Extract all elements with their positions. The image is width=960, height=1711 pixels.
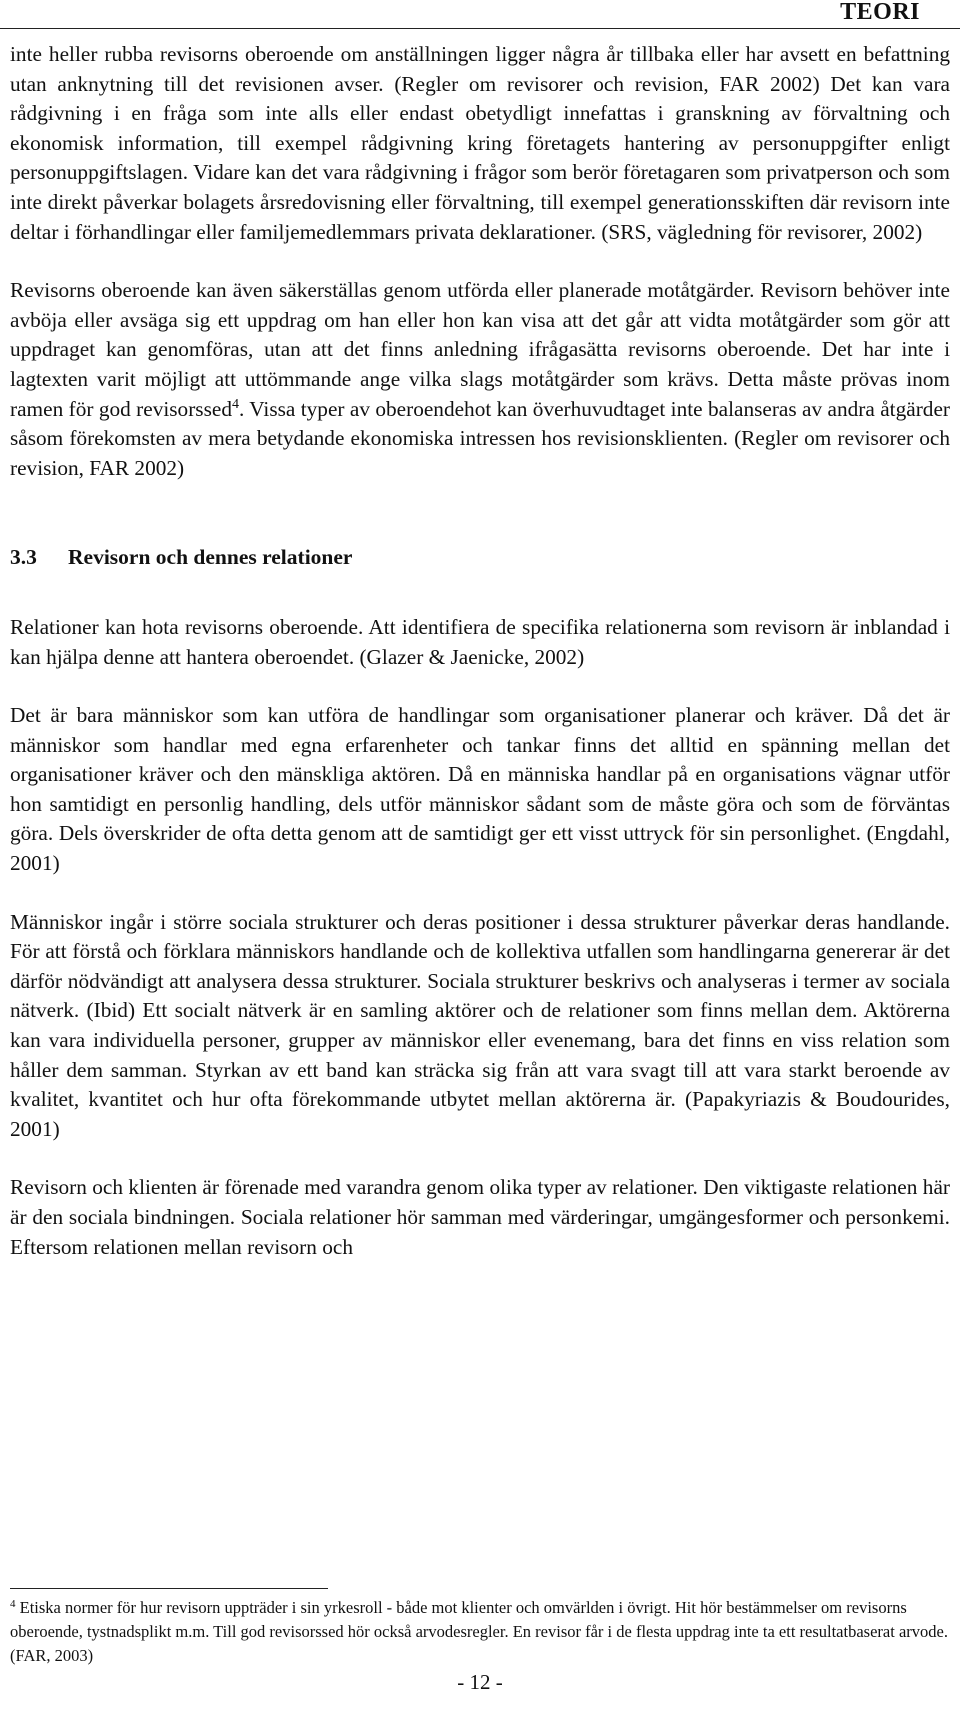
header-rule [0,28,960,29]
section-paragraph-2: Det är bara människor som kan utföra de handlingar som organisationer planerar och kräver. Då det är människor som handlar med egna erfarenheter och tankar finns det alltid en spänning mellan det organisationer kräver och den mänskliga aktören. Då en människa handlar på en organisations vägnar utför hon samtidigt en personlig handling, dels utför människor sådant som de måste göra och som de förväntas göra. Dels överskrider de ofta detta genom att de samtidigt ger ett visst uttryck för sin personlighet. (Engdahl, 2001) [10,703,950,876]
footnote-marker: 4 [10,1598,16,1610]
paragraph-2-text-a: Revisorns oberoende kan även säkerställas genom utförda eller planerade motåtgärder. Revisorn behöver inte avböja eller avsäga sig ett uppdrag om han eller hon kan visa att det går att vidta motåtgärder som gör att uppdraget kan genomföras, utan att det finns anledning ifrågasätta revisorns oberoende. Det har inte i lagtexten varit möjligt att uttömmande ange vilka slags motåtgärder som krävs. Detta måste prövas inom ramen för god revisorssed [10,278,950,421]
section-paragraph-1: Relationer kan hota revisorns oberoende. Att identifiera de specifika relationerna som revisorn är inblandad i kan hjälpa denne att hantera oberoendet. (Glazer & Jaenicke, 2002) [10,614,950,669]
page-number: - 12 - [457,1670,503,1694]
section-title: Revisorn och dennes relationer [68,545,353,570]
footnote-text: Etiska normer för hur revisorn uppträder i sin yrkesroll - både mot klienter och omvärlden i övrigt. Hit hör bestämmelser om revisorns oberoende, tystnadsplikt m.m. Till god revisorssed hör också arvodesregler. En revisor får i de flesta uppdrag inte ta ett resultatbaserat arvode. (FAR, 2003) [10,1598,948,1665]
section-paragraph-3: Människor ingår i större sociala strukturer och deras positioner i dessa strukturer påverkar deras handlande. För att förstå och förklara människors handlande och de kollektiva utfallen som handlingarna genererar är det därför nödvändigt att analysera dessa strukturer. Sociala strukturer beskrivs och analyseras i termer av sociala nätverk. (Ibid) Ett socialt nätverk är en samling aktörer och de relationer som finns mellan dem. Aktörerna kan vara individuella personer, grupper av människor eller evenemang, bara det finns en viss relation som håller dem samman. Styrkan av ett band kan sträcka sig från att vara svagt till att vara starkt beroende av kvalitet, kvantitet och hur ofta förekommande utbytet mellan aktörerna är. (Papakyriazis & Boudourides, 2001) [10,909,950,1141]
footnote-reference[interactable]: 4 [231,396,239,412]
footnote-rule [10,1588,328,1589]
running-header: TEORI [840,0,920,25]
paragraph-2 [10,276,950,483]
section-paragraph-4: Revisorn och klienten är förenade med varandra genom olika typer av relationer. Den viktigaste relationen här är den sociala bindningen. Sociala relationer hör samman med värderingar, umgängesformer och personkemi. Eftersom relationen mellan revisorn och [10,1175,950,1259]
section-number: 3.3 [10,545,37,570]
footnote [10,1596,950,1668]
paragraph-2-text-b: . Vissa typer av oberoendehot kan överhuvudtaget inte balanseras av andra åtgärder såsom förekomsten av mera betydande ekonomiska intressen hos revisionsklienten. (Regler om revisorer och revision, FAR 2002) [10,396,950,480]
section-heading [10,543,950,573]
body-text [10,40,950,1262]
paragraph-1: inte heller rubba revisorns oberoende om anställningen ligger några år tillbaka eller har avsett en befattning utan anknytning till det revisionen avser. (Regler om revisorer och revision, FAR 2002) Det kan vara rådgivning i en fråga som inte alls eller endast obetydligt innefattas i granskning av förvaltning och ekonomisk information, till exempel rådgivning kring företagets hantering av personuppgifter enligt personuppgiftslagen. Vidare kan det vara rådgivning i frågor som berör företagaren som privatperson och som inte direkt påverkar bolagets årsredovisning eller förvaltning, till exempel generationsskiften där revisorn inte deltar i förhandlingar eller familjemedlemmars privata deklarationer. (SRS, vägledning för revisorer, 2002) [10,42,950,244]
